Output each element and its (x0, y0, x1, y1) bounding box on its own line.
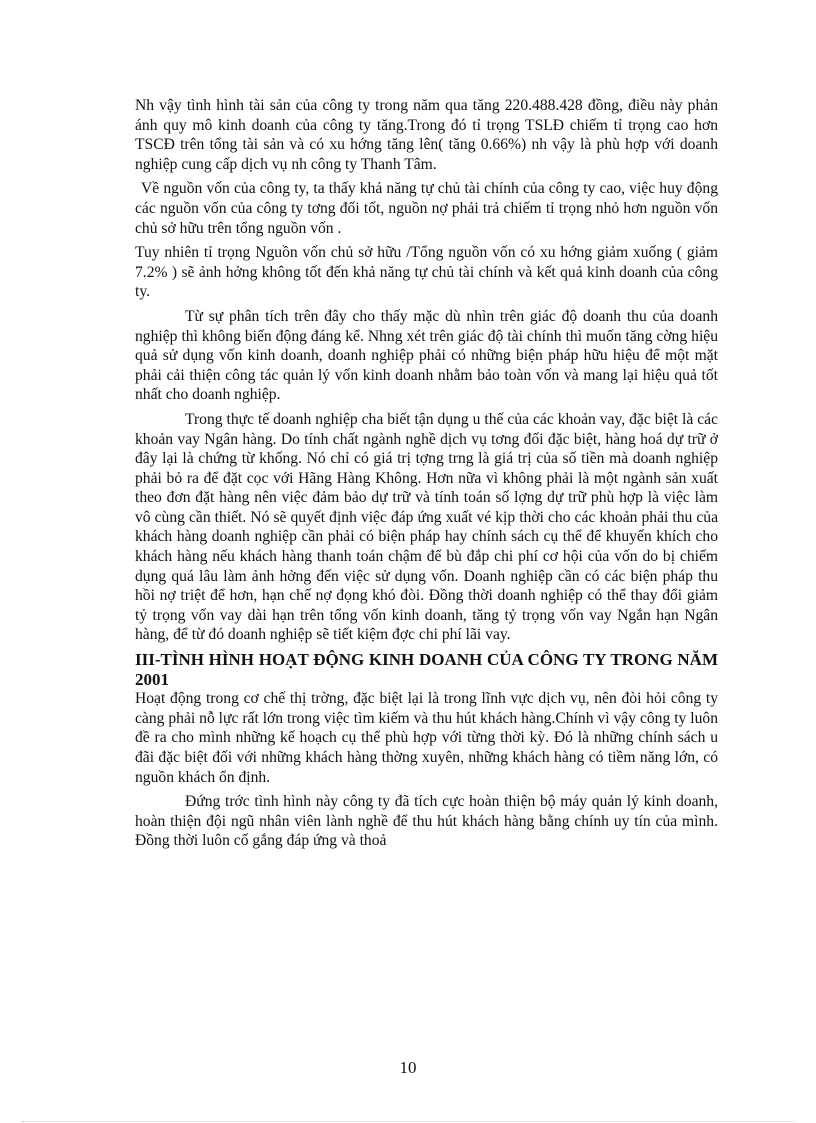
body-text (135, 96, 718, 856)
paragraph-asset-growth: Nh vậy tình hình tài sản của công ty trong năm qua tăng 220.488.428 đồng, điều này phản ánh quy mô kinh doanh của công ty tăng.Trong đó tỉ trọng TSLĐ chiếm tỉ trọng cao hơn TSCĐ trên tổng tài sản và có xu hớng tăng lên( tăng 0.66%) nh vậy là phù hợp với doanh nghiệp cung cấp dịch vụ nh công ty Thanh Tâm. (135, 97, 718, 173)
paragraph-equity-ratio: Tuy nhiên tỉ trọng Nguồn vốn chủ sở hữu /Tổng nguồn vốn có xu hớng giảm xuống ( giảm 7.2% ) sẽ ảnh hởng không tốt đến khả năng tự chủ tài chính và kết quả kinh doanh của công ty. (135, 244, 718, 301)
paragraph-organization: Đứng trớc tình hình này công ty đã tích cực hoàn thiện bộ máy quản lý kinh doanh, hoàn thiện đội ngũ nhân viên lành nghề để thu hút khách hàng bằng chính uy tín của mình. Đồng thời luôn cố gắng đáp ứng và thoả (135, 793, 718, 850)
paragraph-capital-sources: Về nguồn vốn của công ty, ta thấy khả năng tự chủ tài chính của công ty cao, việc huy động các nguồn vốn của công ty tơng đối tốt, nguồn nợ phải trả chiếm tỉ trọng nhỏ hơn nguồn vốn chủ sở hữu trên tổng nguồn vốn . (135, 180, 718, 237)
paragraph-loans-inventory: Trong thực tế doanh nghiệp cha biết tận dụng u thế của các khoản vay, đặc biệt là các khoản vay Ngân hàng. Do tính chất ngành nghề dịch vụ tơng đối đặc biệt, hàng hoá dự trữ ở đây lại là chứng từ khống. Nó chỉ có giá trị tợng trng là giá trị của số tiền mà doanh nghiệp phải bỏ ra để đặt cọc với Hãng Hàng Không. Hơn nữa vì không phải là một ngành sản xuất theo đơn đặt hàng nên việc đảm bảo dự trữ và tính toán số lợng dự trữ phù hợp là việc làm vô cùng cần thiết. Nó sẽ quyết định việc đáp ứng xuất vé kịp thời cho các khoản phải thu của khách hàng doanh nghiệp cần phải có biện pháp hay chính sách cụ thể để khuyến khích cho khách hàng nếu khách hàng thanh toán chậm để bù đắp chi phí cơ hội của vốn do bị chiếm dụng quá lâu làm ảnh hởng đến việc sử dụng vốn. Doanh nghiệp cần có các biện pháp thu hồi nợ triệt để hơn, hạn chế nợ đọng khó đòi. Đồng thời doanh nghiệp có thể thay đổi giảm tỷ trọng vốn vay dài hạn trên tổng vốn kinh doanh, tăng tỷ trọng vốn vay Ngắn hạn Ngân hàng, để từ đó doanh nghiệp sẽ tiết kiệm đợc chi phí lãi vay. (135, 410, 718, 644)
paragraph-market-activity: Hoạt động trong cơ chế thị trờng, đặc biệt lại là trong lĩnh vực dịch vụ, nên đòi hỏi công ty càng phải nỗ lực rất lớn trong việc tìm kiếm và thu hút khách hàng.Chính vì vậy công ty luôn đề ra cho mình những kế hoạch cụ thể phù hợp với từng thời kỳ. Đó là những chính sách u đãi đặc biệt đối với những khách hàng thờng xuyên, những khách hàng có tiềm năng lớn, có nguồn khách ổn định. (135, 690, 718, 786)
footer-divider (22, 1121, 794, 1122)
page-number: 10 (399, 1058, 417, 1077)
section-heading: III-TÌNH HÌNH HOẠT ĐỘNG KINH DOANH CỦA CÔNG TY TRONG NĂM 2001 (135, 650, 718, 689)
paragraph-analysis-conclusion: Từ sự phân tích trên đây cho thấy mặc dù nhìn trên giác độ doanh thu của doanh nghiệp thì không biến động đáng kể. Nhng xét trên giác độ tài chính thì muốn tăng cờng hiệu quả sử dụng vốn kinh doanh, doanh nghiệp phải có những biện pháp hữu hiệu để một mặt phải cải thiện công tác quản lý vốn kinh doanh nhằm bảo toàn vốn và mang lại hiệu quả tốt nhất cho doanh nghiệp. (135, 307, 718, 404)
